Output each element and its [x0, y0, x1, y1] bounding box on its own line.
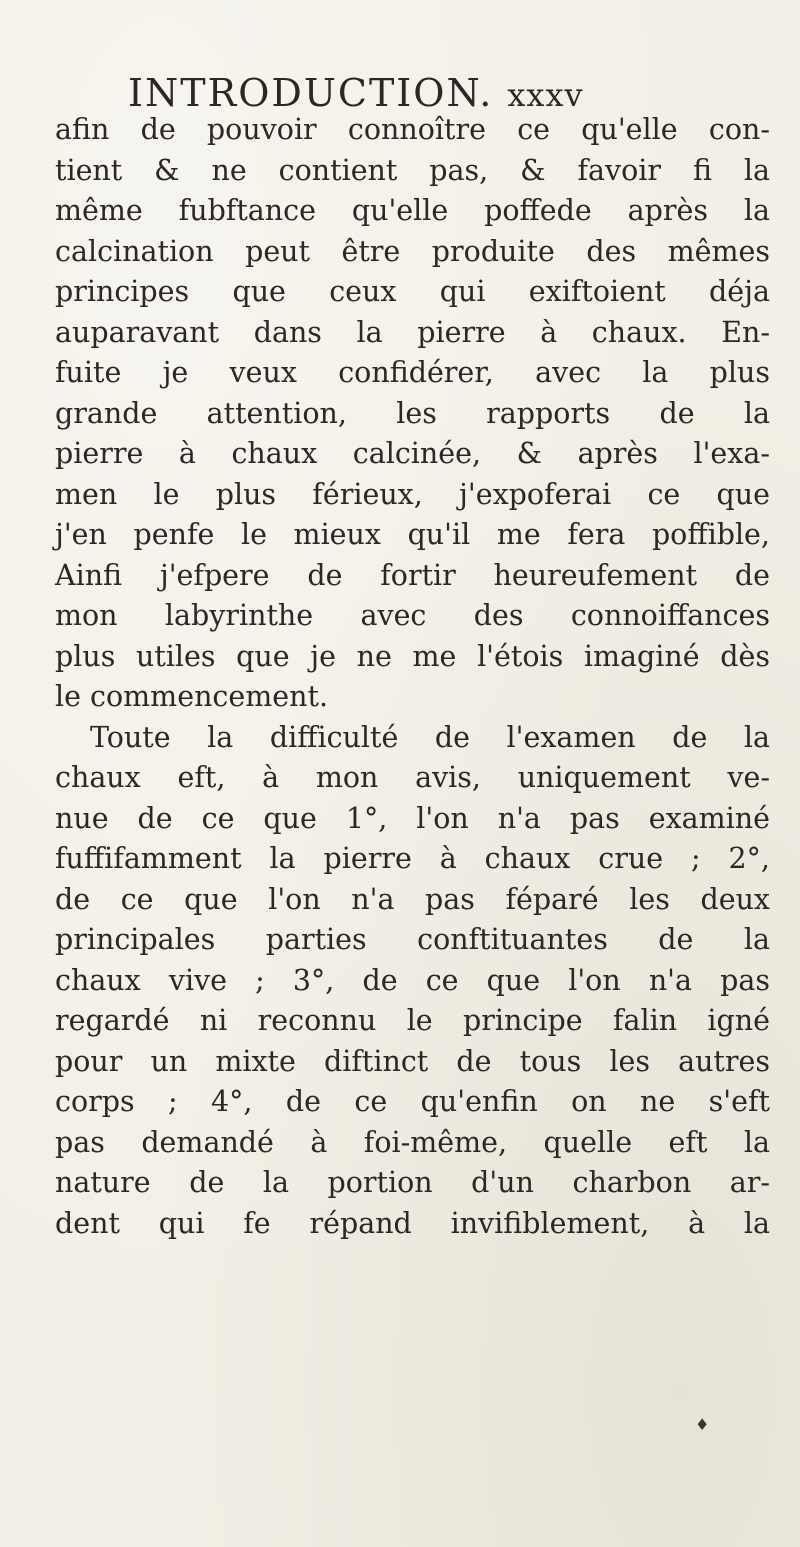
text-line: fuffifamment la pierre à chaux crue ; 2°,: [55, 842, 770, 875]
text-line: nature de la portion d'un charbon ar-: [55, 1166, 770, 1199]
text-line: j'en penfe le mieux qu'il me fera poffible,: [55, 518, 770, 551]
text-line: calcination peut être produite des mêmes: [55, 234, 770, 268]
text-line: principales parties conftituantes de la: [55, 923, 770, 956]
printer-ornament-icon: ♦: [695, 1415, 710, 1434]
text-line: de ce que l'on n'a pas féparé les deux: [55, 882, 770, 916]
text-line: men le plus férieux, j'expoferai ce que: [55, 477, 770, 511]
text-line: afin de pouvoir connoître ce qu'elle con-: [55, 113, 770, 146]
text-line: nue de ce que 1°, l'on n'a pas examiné: [55, 801, 770, 835]
text-line: chaux vive ; 3°, de ce que l'on n'a pas: [55, 963, 770, 997]
text-line: regardé ni reconnu le principe falin igné: [55, 1004, 770, 1037]
text-line: pas demandé à foi-même, quelle eft la: [55, 1125, 770, 1159]
paragraph-start-line: Toute la difficulté de l'examen de la: [90, 720, 770, 754]
text-line: grande attention, les rapports de la: [55, 396, 770, 430]
text-line: pierre à chaux calcinée, & après l'exa-: [55, 437, 770, 470]
text-line: auparavant dans la pierre à chaux. En-: [55, 315, 770, 349]
text-line: mon labyrinthe avec des connoiffances: [55, 599, 770, 632]
text-line: fuite je veux confidérer, avec la plus: [55, 356, 770, 389]
text-line: même fubftance qu'elle poffede après la: [55, 194, 770, 227]
text-line: Ainfi j'efpere de fortir heureufement de: [55, 558, 770, 592]
header-title: INTRODUCTION.: [128, 71, 494, 115]
text-line: corps ; 4°, de ce qu'enfin on ne s'eft: [55, 1085, 770, 1118]
text-line: pour un mixte diftinct de tous les autres: [55, 1044, 770, 1078]
running-header: [128, 71, 628, 115]
body-text: [55, 110, 770, 1244]
text-line: plus utiles que je ne me l'étois imaginé dès: [55, 639, 770, 673]
text-line: le commencement.: [55, 680, 329, 713]
text-line: dent qui fe répand invifiblement, à la: [55, 1206, 770, 1240]
page-number: xxxv: [507, 76, 584, 114]
text-line: principes que ceux qui exiftoient déja: [55, 275, 770, 308]
text-line: tient & ne contient pas, & favoir fi la: [55, 153, 770, 187]
text-line: chaux eft, à mon avis, uniquement ve-: [55, 761, 770, 794]
